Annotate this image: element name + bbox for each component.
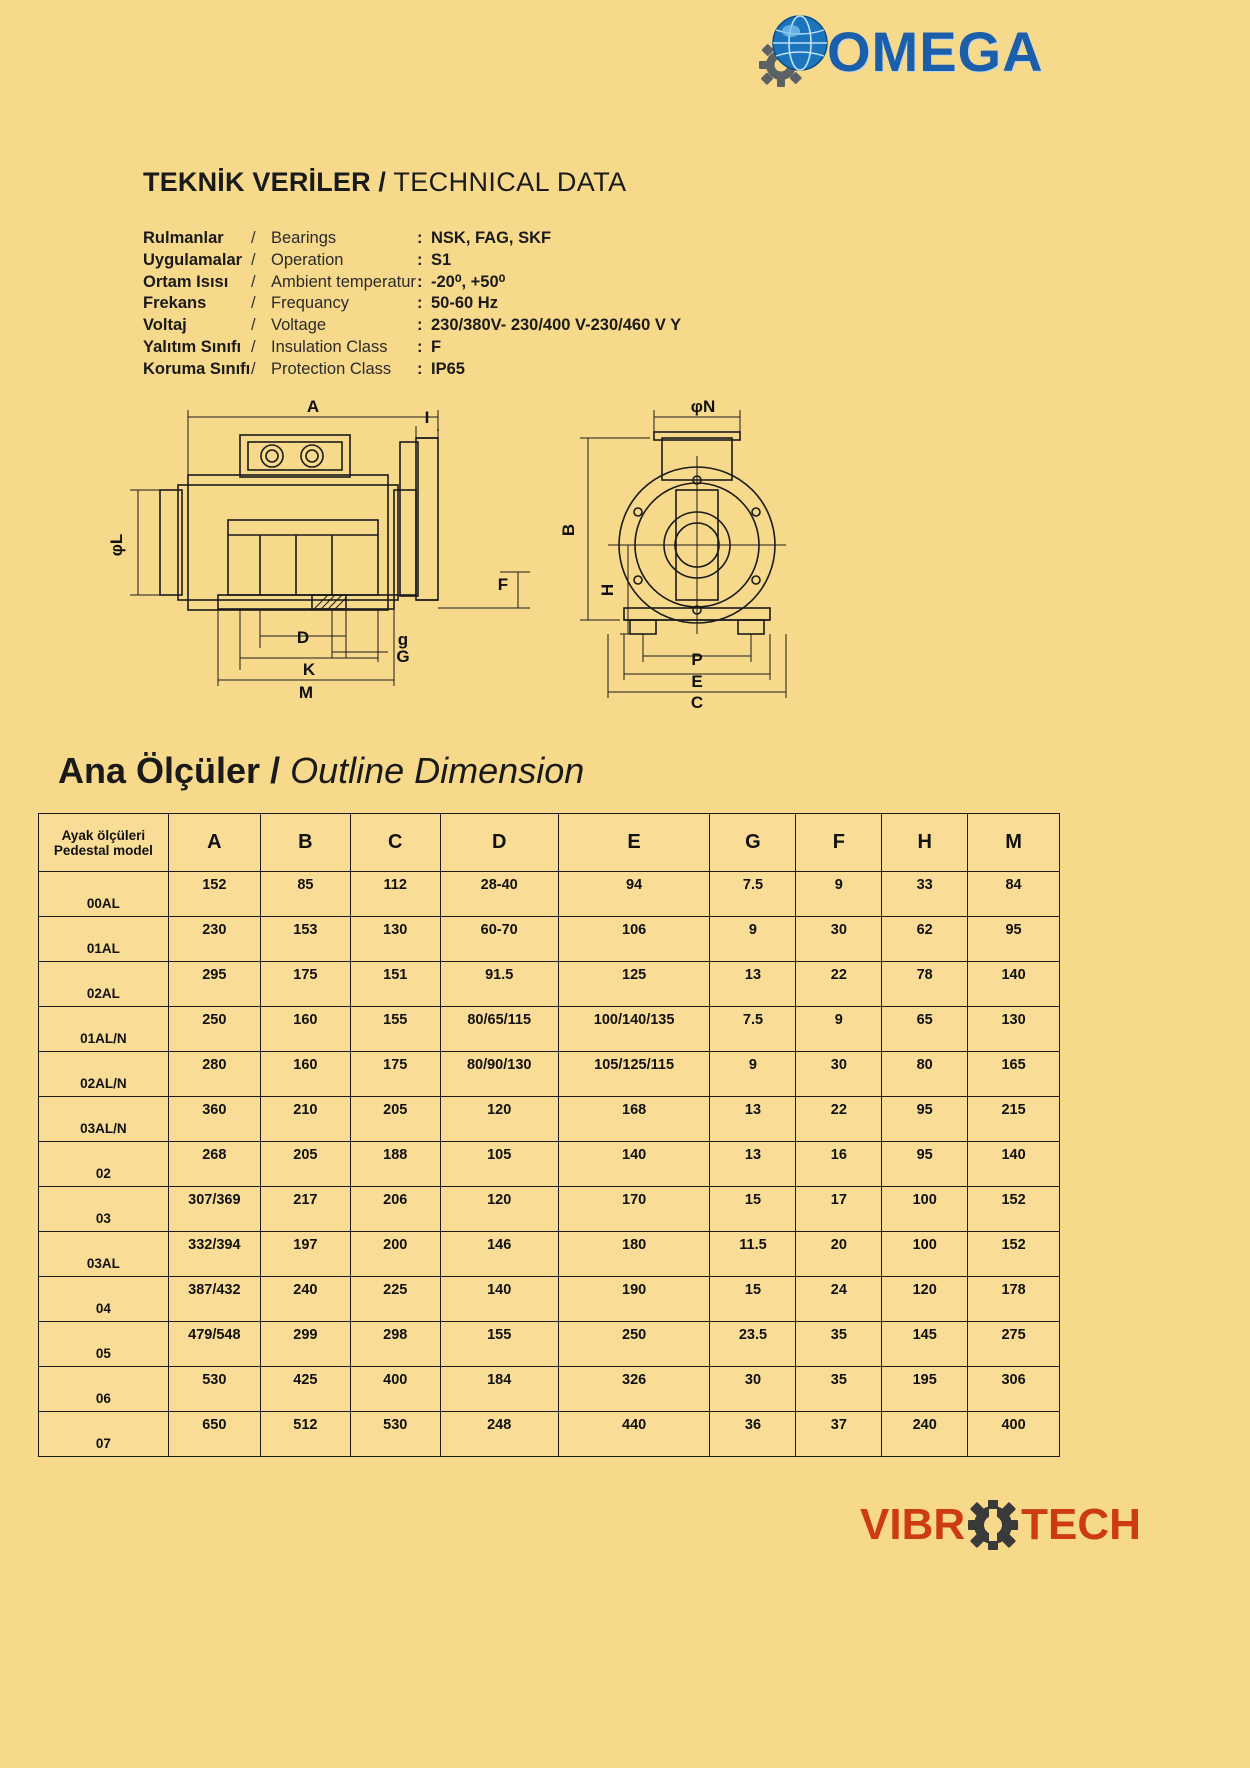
tech-label-en: Bearings — [271, 229, 337, 247]
dim-label-M: M — [298, 683, 314, 702]
table-row — [39, 872, 1060, 917]
cell-A: 650 — [168, 1412, 260, 1457]
tech-label-en: Insulation Class — [271, 337, 388, 356]
dim-label-K: K — [302, 660, 316, 679]
cell-E: 125 — [558, 962, 710, 1007]
cell-F: 20 — [796, 1232, 882, 1277]
dim-label-C: C — [690, 693, 704, 712]
cell-H: 240 — [882, 1412, 968, 1457]
gear-icon — [967, 1499, 1019, 1551]
tech-colon: : — [417, 272, 423, 291]
cell-C: 112 — [350, 872, 440, 917]
technical-data-title-tr: TEKNİK VERİLER — [143, 167, 371, 197]
outline-title-separator: / — [270, 750, 281, 791]
tech-value: IP65 — [431, 359, 465, 378]
cell-model: 00AL — [39, 872, 169, 917]
cell-D: 184 — [440, 1367, 558, 1412]
cell-H: 100 — [882, 1187, 968, 1232]
tech-row-voltage — [143, 315, 681, 337]
cell-C: 130 — [350, 917, 440, 962]
cell-G: 13 — [710, 962, 796, 1007]
cell-C: 530 — [350, 1412, 440, 1457]
cell-E: 100/140/135 — [558, 1007, 710, 1052]
table-row — [39, 1367, 1060, 1412]
cell-model: 07 — [39, 1412, 169, 1457]
cell-H: 100 — [882, 1232, 968, 1277]
cell-M: 215 — [968, 1097, 1060, 1142]
cell-B: 425 — [260, 1367, 350, 1412]
table-row — [39, 1097, 1060, 1142]
tech-label-en: Operation — [271, 250, 344, 269]
cell-E: 105/125/115 — [558, 1052, 710, 1097]
cell-D: 155 — [440, 1322, 558, 1367]
tech-separator: / — [251, 337, 256, 356]
cell-C: 225 — [350, 1277, 440, 1322]
cell-C: 206 — [350, 1187, 440, 1232]
dim-label-F: F — [497, 575, 509, 594]
cell-B: 175 — [260, 962, 350, 1007]
cell-M: 140 — [968, 1142, 1060, 1187]
table-row — [39, 962, 1060, 1007]
table-row — [39, 1322, 1060, 1367]
cell-A: 360 — [168, 1097, 260, 1142]
cell-F: 22 — [796, 1097, 882, 1142]
cell-D: 120 — [440, 1097, 558, 1142]
table-row — [39, 1187, 1060, 1232]
cell-M: 152 — [968, 1187, 1060, 1232]
cell-E: 168 — [558, 1097, 710, 1142]
cell-M: 275 — [968, 1322, 1060, 1367]
tech-separator: / — [251, 316, 256, 335]
tech-colon: : — [417, 359, 423, 378]
cell-D: 60-70 — [440, 917, 558, 962]
technical-data-list — [143, 228, 681, 381]
cell-B: 205 — [260, 1142, 350, 1187]
cell-C: 151 — [350, 962, 440, 1007]
tech-colon: : — [417, 294, 423, 313]
cell-E: 326 — [558, 1367, 710, 1412]
cell-C: 205 — [350, 1097, 440, 1142]
tech-label-en: Voltage — [271, 316, 327, 335]
cell-D: 140 — [440, 1277, 558, 1322]
tech-value: S1 — [431, 250, 452, 269]
tech-row-insulation-class — [143, 337, 681, 359]
dim-label-E: E — [691, 672, 703, 691]
table-row — [39, 917, 1060, 962]
cell-model: 03 — [39, 1187, 169, 1232]
cell-A: 268 — [168, 1142, 260, 1187]
cell-B: 299 — [260, 1322, 350, 1367]
header-model-line1: Ayak ölçüleri — [61, 827, 146, 843]
tech-label-tr: Frekans — [143, 294, 207, 313]
technical-drawings — [100, 390, 920, 720]
cell-G: 11.5 — [710, 1232, 796, 1277]
cell-A: 530 — [168, 1367, 260, 1412]
cell-H: 95 — [882, 1142, 968, 1187]
cell-A: 479/548 — [168, 1322, 260, 1367]
vibrotech-logo — [860, 1490, 1190, 1560]
tech-label-tr: Ortam Isısı — [143, 272, 229, 291]
tech-value: 230/380V- 230/400 V-230/460 V Y — [431, 316, 682, 335]
dim-label-g: g — [397, 630, 409, 649]
cell-G: 7.5 — [710, 1007, 796, 1052]
cell-E: 106 — [558, 917, 710, 962]
cell-D: 105 — [440, 1142, 558, 1187]
tech-colon: : — [417, 250, 423, 269]
technical-data-title-en: TECHNICAL DATA — [393, 167, 627, 197]
cell-M: 152 — [968, 1232, 1060, 1277]
cell-model: 01AL — [39, 917, 169, 962]
cell-F: 16 — [796, 1142, 882, 1187]
cell-D: 28-40 — [440, 872, 558, 917]
table-header-row — [39, 814, 1060, 872]
header-col-F: F — [796, 814, 882, 872]
cell-E: 94 — [558, 872, 710, 917]
header-model-line2: Pedestal model — [53, 842, 153, 858]
cell-A: 295 — [168, 962, 260, 1007]
outline-title-tr: Ana Ölçüler — [58, 750, 261, 791]
cell-F: 22 — [796, 962, 882, 1007]
table-row — [39, 1412, 1060, 1457]
dim-label-phiL: φL — [107, 533, 126, 557]
cell-F: 24 — [796, 1277, 882, 1322]
cell-C: 188 — [350, 1142, 440, 1187]
cell-B: 512 — [260, 1412, 350, 1457]
globe-gear-icon — [755, 13, 833, 91]
tech-label-en: Frequancy — [271, 294, 349, 313]
cell-H: 65 — [882, 1007, 968, 1052]
cell-G: 7.5 — [710, 872, 796, 917]
header-col-H: H — [882, 814, 968, 872]
tech-separator: / — [251, 294, 256, 313]
cell-G: 15 — [710, 1277, 796, 1322]
outline-title-en: Outline Dimension — [290, 750, 585, 791]
cell-model: 02AL — [39, 962, 169, 1007]
tech-separator: / — [251, 250, 256, 269]
cell-model: 05 — [39, 1322, 169, 1367]
table-body — [39, 872, 1060, 1457]
cell-C: 298 — [350, 1322, 440, 1367]
cell-F: 37 — [796, 1412, 882, 1457]
cell-D: 248 — [440, 1412, 558, 1457]
tech-label-tr: Koruma Sınıfı — [143, 359, 251, 378]
cell-A: 230 — [168, 917, 260, 962]
cell-G: 9 — [710, 917, 796, 962]
cell-H: 145 — [882, 1322, 968, 1367]
cell-M: 165 — [968, 1052, 1060, 1097]
cell-G: 13 — [710, 1097, 796, 1142]
dim-label-P: P — [691, 650, 703, 669]
dim-label-H: H — [598, 583, 617, 597]
cell-G: 23.5 — [710, 1322, 796, 1367]
cell-D: 120 — [440, 1187, 558, 1232]
cell-M: 306 — [968, 1367, 1060, 1412]
cell-E: 170 — [558, 1187, 710, 1232]
tech-label-tr: Uygulamalar — [143, 250, 243, 269]
cell-A: 307/369 — [168, 1187, 260, 1232]
cell-F: 9 — [796, 1007, 882, 1052]
tech-separator: / — [251, 359, 256, 378]
table-row — [39, 1142, 1060, 1187]
cell-model: 03AL — [39, 1232, 169, 1277]
cell-A: 387/432 — [168, 1277, 260, 1322]
header-col-C: C — [350, 814, 440, 872]
cell-B: 217 — [260, 1187, 350, 1232]
tech-value: NSK, FAG, SKF — [431, 229, 552, 247]
cell-B: 160 — [260, 1007, 350, 1052]
cell-H: 195 — [882, 1367, 968, 1412]
cell-F: 30 — [796, 1052, 882, 1097]
header-col-B: B — [260, 814, 350, 872]
cell-G: 9 — [710, 1052, 796, 1097]
tech-label-en: Ambient temperatur — [271, 272, 416, 291]
cell-E: 250 — [558, 1322, 710, 1367]
cell-M: 95 — [968, 917, 1060, 962]
cell-E: 190 — [558, 1277, 710, 1322]
cell-M: 178 — [968, 1277, 1060, 1322]
front-view-drawing — [130, 410, 530, 686]
cell-C: 155 — [350, 1007, 440, 1052]
cell-B: 197 — [260, 1232, 350, 1277]
header-pedestal-model — [39, 814, 169, 872]
technical-data-title — [143, 167, 627, 198]
cell-M: 140 — [968, 962, 1060, 1007]
cell-F: 35 — [796, 1322, 882, 1367]
cell-D: 146 — [440, 1232, 558, 1277]
tech-colon: : — [417, 316, 423, 335]
tech-separator: / — [251, 229, 256, 247]
tech-row-protection-class — [143, 359, 681, 381]
vibrotech-part2: TECH — [1021, 1500, 1141, 1549]
table-row — [39, 1277, 1060, 1322]
cell-D: 80/65/115 — [440, 1007, 558, 1052]
cell-B: 160 — [260, 1052, 350, 1097]
cell-B: 85 — [260, 872, 350, 917]
tech-colon: : — [417, 229, 423, 247]
cell-A: 332/394 — [168, 1232, 260, 1277]
cell-C: 200 — [350, 1232, 440, 1277]
cell-B: 240 — [260, 1277, 350, 1322]
cell-M: 84 — [968, 872, 1060, 917]
table-row — [39, 1052, 1060, 1097]
tech-label-tr: Rulmanlar — [143, 229, 224, 247]
outline-dimension-title — [58, 750, 584, 792]
cell-F: 17 — [796, 1187, 882, 1232]
tech-row-ambient-temperature — [143, 272, 681, 294]
tech-label-en: Protection Class — [271, 359, 392, 378]
header-col-A: A — [168, 814, 260, 872]
tech-row-frequency — [143, 293, 681, 315]
header-col-E: E — [558, 814, 710, 872]
table-row — [39, 1232, 1060, 1277]
tech-value: 50-60 Hz — [431, 294, 498, 313]
cell-H: 80 — [882, 1052, 968, 1097]
cell-E: 440 — [558, 1412, 710, 1457]
tech-label-tr: Yalıtım Sınıfı — [143, 337, 242, 356]
cell-model: 02AL/N — [39, 1052, 169, 1097]
dim-label-phiN: φN — [690, 397, 716, 416]
cell-B: 153 — [260, 917, 350, 962]
dim-label-A: A — [306, 397, 320, 416]
cell-G: 13 — [710, 1142, 796, 1187]
dim-label-D: D — [296, 628, 310, 647]
cell-model: 03AL/N — [39, 1097, 169, 1142]
cell-A: 250 — [168, 1007, 260, 1052]
cell-H: 62 — [882, 917, 968, 962]
omega-wordmark: OMEGA — [827, 20, 1044, 83]
dim-label-G: G — [396, 647, 410, 666]
tech-separator: / — [251, 272, 256, 291]
cell-E: 140 — [558, 1142, 710, 1187]
header-col-D: D — [440, 814, 558, 872]
cell-F: 9 — [796, 872, 882, 917]
cell-model: 02 — [39, 1142, 169, 1187]
cell-A: 152 — [168, 872, 260, 917]
cell-C: 400 — [350, 1367, 440, 1412]
cell-F: 30 — [796, 917, 882, 962]
cell-H: 95 — [882, 1097, 968, 1142]
cell-H: 33 — [882, 872, 968, 917]
cell-F: 35 — [796, 1367, 882, 1412]
header-col-G: G — [710, 814, 796, 872]
cell-H: 78 — [882, 962, 968, 1007]
cell-M: 130 — [968, 1007, 1060, 1052]
table-row — [39, 1007, 1060, 1052]
tech-row-bearings — [143, 228, 681, 250]
header-col-M: M — [968, 814, 1060, 872]
outline-dimension-table — [38, 813, 1060, 1457]
cell-B: 210 — [260, 1097, 350, 1142]
cell-E: 180 — [558, 1232, 710, 1277]
cell-model: 01AL/N — [39, 1007, 169, 1052]
tech-row-operation — [143, 250, 681, 272]
cell-H: 120 — [882, 1277, 968, 1322]
dim-label-I: I — [424, 408, 430, 427]
vibrotech-part1: VIBR — [860, 1500, 966, 1549]
omega-logo — [755, 12, 1075, 92]
cell-D: 91.5 — [440, 962, 558, 1007]
tech-value: F — [431, 337, 442, 356]
tech-colon: : — [417, 337, 423, 356]
title-separator: / — [378, 167, 386, 197]
tech-label-tr: Voltaj — [143, 316, 187, 335]
tech-value: -20⁰, +50⁰ — [431, 272, 506, 291]
cell-model: 06 — [39, 1367, 169, 1412]
cell-C: 175 — [350, 1052, 440, 1097]
cell-G: 30 — [710, 1367, 796, 1412]
cell-A: 280 — [168, 1052, 260, 1097]
cell-G: 36 — [710, 1412, 796, 1457]
dim-label-B: B — [559, 523, 578, 537]
cell-G: 15 — [710, 1187, 796, 1232]
cell-model: 04 — [39, 1277, 169, 1322]
cell-D: 80/90/130 — [440, 1052, 558, 1097]
cell-M: 400 — [968, 1412, 1060, 1457]
side-view-drawing — [580, 410, 786, 698]
